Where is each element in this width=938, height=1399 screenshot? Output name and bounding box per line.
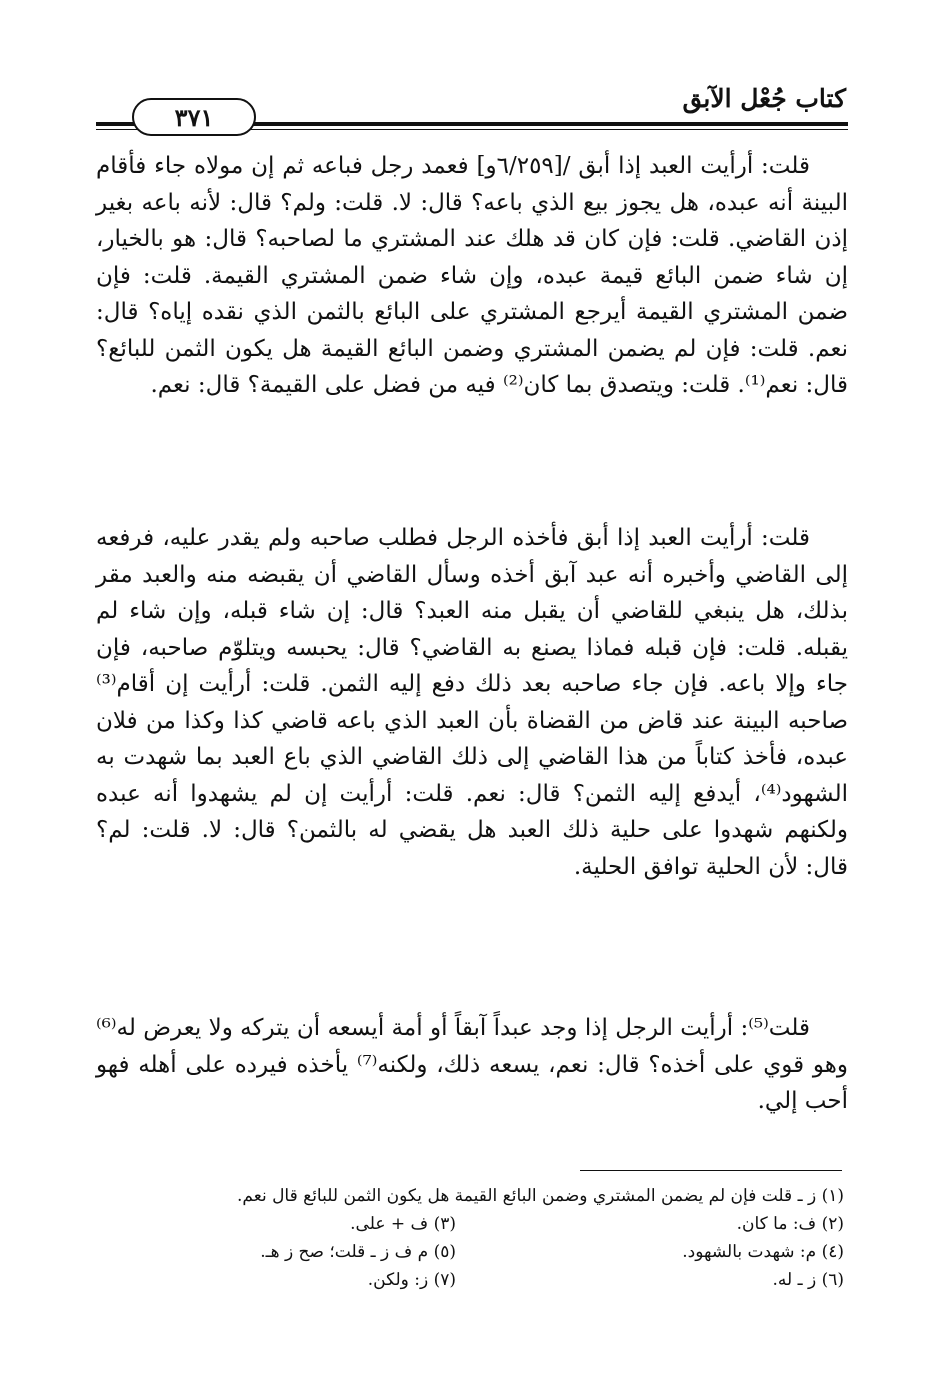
footnote-row [96, 1210, 848, 1238]
footnote-3: (٣) ف + على. [350, 1214, 456, 1234]
page-number-badge [132, 98, 256, 136]
footnote-5: (٥) م ف ز ـ قلت؛ صح ز هـ. [260, 1242, 456, 1262]
footnote-2: (٢) ف: ما كان. [736, 1214, 844, 1234]
page-header [96, 78, 848, 138]
footnote-row [96, 1182, 848, 1210]
footnote-1: (١) ز ـ قلت فإن لم يضمن المشتري وضمن البائع القيمة هل يكون الثمن للبائع قال نعم. [237, 1186, 844, 1206]
running-title: كتاب جُعْل الآبق [682, 84, 846, 113]
footnote-4: (٤) م: شهدت بالشهود. [682, 1242, 844, 1262]
footnote-row [96, 1266, 848, 1294]
footnote-6: (٦) ز ـ له. [772, 1270, 844, 1290]
footnote-separator [580, 1170, 842, 1171]
paragraph-2: قلت: أرأيت العبد إذا أبق فأخذه الرجل فطلب صاحبه ولم يقدر عليه، فرفعه إلى القاضي وأخبره أنه عبد آبق أخذه وسأل القاضي أن يقبضه منه والعبد مقر بذلك، هل ينبغي للقاضي أن يقبل منه العبد؟ قال: إن شاء قبله، وإن شاء لم يقبله. قلت: فإن قبله فماذا يصنع به القاضي؟ قال: يحبسه ويتلوّم صاحبه، فإن جاء وإلا باعه. فإن جاء صاحبه بعد ذلك دفع إليه الثمن. قلت: أرأيت إن أقام⁽³⁾ صاحبه البينة عند قاض من القضاة بأن العبد الذي باعه قاضي كذا وكذا من فلان عبده، فأخذ كتاباً من هذا القاضي إلى ذلك القاضي الذي باع العبد بما شهدت به الشهود⁽⁴⁾، أيدفع إليه الثمن؟ قال: نعم. قلت: أرأيت إن لم يشهدوا أنه عبده ولكنهم شهدوا على حلية ذلك العبد هل يقضي له بالثمن؟ قال: لا. قلت: لم؟ قال: لأن الحلية توافق الحلية. [96, 525, 848, 880]
page-number: ٣٧١ [174, 102, 214, 132]
paragraph-1: قلت: أرأيت العبد إذا أبق /[٦/٢٥٩و] فعمد رجل فباعه ثم إن مولاه جاء فأقام البينة أنه عبده، هل يجوز بيع الذي باعه؟ قال: لا. قلت: ولم؟ قال: لأنه باعه بغير إذن القاضي. قلت: فإن كان قد هلك عند المشتري ما لصاحبه؟ قال: هو بالخيار، إن شاء ضمن البائع قيمة عبده، وإن شاء ضمن المشتري القيمة. قلت: فإن ضمن المشتري القيمة أيرجع المشتري على البائع بالثمن الذي نقده إياه؟ قال: نعم. قلت: فإن لم يضمن المشتري وضمن البائع القيمة هل يكون الثمن للبائع؟ قال: نعم⁽¹⁾. قلت: ويتصدق بما كان⁽²⁾ فيه من فضل على القيمة؟ قال: نعم. [96, 153, 848, 398]
footnotes [96, 1182, 848, 1294]
footnote-row [96, 1238, 848, 1266]
paragraph-3: قلت⁽⁵⁾: أرأيت الرجل إذا وجد عبداً آبقاً أو أمة أيسعه أن يتركه ولا يعرض له⁽⁶⁾ وهو قوي على أخذه؟ قال: نعم، يسعه ذلك، ولكنه⁽⁷⁾ يأخذه فيرده على أهله فهو أحب إلي. [96, 1015, 849, 1114]
footnote-7: (٧) ز: ولكن. [367, 1270, 456, 1290]
